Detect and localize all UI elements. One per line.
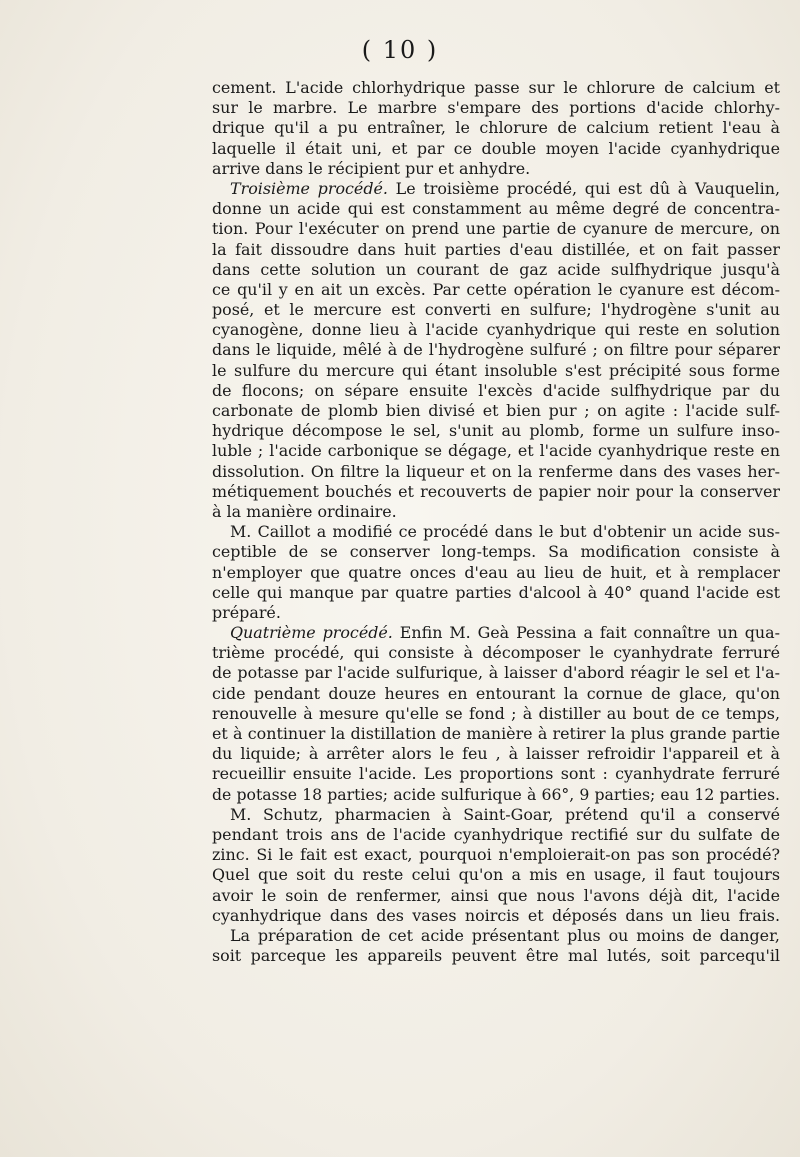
line-text: Le troisième procédé, qui est dû à Vauquelin,: [387, 178, 780, 198]
text-line: [212, 764, 780, 784]
text-line: [212, 78, 780, 98]
line-text: la fait dissoudre dans huit parties d'eau distillée, et on fait passer: [212, 239, 780, 259]
line-text: cyanogène, donne lieu à l'acide cyanhydrique qui reste en solution: [212, 320, 780, 340]
line-text: arrive dans le récipient pur et anhydre.: [212, 158, 531, 178]
text-line: [212, 724, 780, 744]
text-line: [212, 260, 780, 280]
line-text: trième procédé, qui consiste à décomposer le cyanhydrate ferruré: [212, 643, 780, 663]
text-line: [212, 320, 780, 340]
text-line: [212, 340, 780, 360]
line-text: avoir le soin de renfermer, ainsi que nous l'avons déjà dit, l'acide: [212, 885, 780, 905]
line-text: ce qu'il y en ait un excès. Par cette opération le cyanure est décom-: [212, 279, 780, 299]
text-line: [212, 744, 780, 764]
line-text: hydrique décompose le sel, s'unit au plomb, forme un sulfure inso-: [212, 421, 780, 441]
line-text: donne un acide qui est constamment au même degré de concentra-: [212, 199, 780, 219]
line-text: n'employer que quatre onces d'eau au lieu de huit, et à remplacer: [212, 562, 780, 582]
line-text: renouvelle à mesure qu'elle se fond ; à distiller au bout de ce temps,: [212, 703, 780, 723]
text-line: [212, 462, 780, 482]
text-line: [212, 663, 780, 683]
line-text: cyanhydrique dans des vases noircis et déposés dans un lieu frais.: [212, 905, 780, 925]
line-text: de potasse 18 parties; acide sulfurique à 66°, 9 parties; eau 12 parties.: [212, 784, 780, 804]
section-heading: Quatrième procédé.: [230, 623, 393, 643]
text-line: [212, 199, 780, 219]
line-text: soit parceque les appareils peuvent être mal lutés, soit parcequ'il: [212, 946, 780, 966]
text-line: [212, 118, 780, 138]
line-text: métiquement bouchés et recouverts de papier noir pour la conserver: [212, 481, 780, 501]
line-text: luble ; l'acide carbonique se dégage, et l'acide cyanhydrique reste en: [212, 441, 780, 461]
line-text: Enfin M. Geà Pessina a fait connaître un qua-: [392, 623, 780, 643]
text-line: [212, 886, 780, 906]
text-line: [212, 684, 780, 704]
text-line: [212, 563, 780, 583]
line-text: le sulfure du mercure qui étant insoluble s'est précipité sous forme: [212, 360, 780, 380]
text-line: [212, 421, 780, 441]
line-text: dans le liquide, mêlé à de l'hydrogène sulfuré ; on filtre pour séparer: [212, 340, 780, 360]
line-text: dans cette solution un courant de gaz acide sulfhydrique jusqu'à: [212, 259, 780, 279]
text-line: [212, 865, 780, 885]
line-text: carbonate de plomb bien divisé et bien pur ; on agite : l'acide sulf-: [212, 401, 780, 420]
text-line: [212, 179, 780, 199]
line-text: cement. L'acide chlorhydrique passe sur le chlorure de calcium et: [212, 78, 780, 97]
text-line: [212, 219, 780, 239]
body-text: [212, 78, 780, 966]
line-text: M. Schutz, pharmacien à Saint-Goar, prétend qu'il a conservé: [230, 804, 780, 824]
text-line: [212, 401, 780, 421]
text-line: [212, 845, 780, 865]
text-line: [212, 159, 780, 179]
text-line: [212, 441, 780, 461]
text-line: [212, 280, 780, 300]
text-line: [212, 704, 780, 724]
line-text: drique qu'il a pu entraîner, le chlorure de calcium retient l'eau à: [212, 118, 780, 138]
line-text: recueillir ensuite l'acide. Les proportions sont : cyanhydrate ferruré: [212, 764, 780, 784]
text-line: [212, 482, 780, 502]
text-line: [212, 825, 780, 845]
text-line: [212, 300, 780, 320]
text-line: [212, 381, 780, 401]
line-text: laquelle il était uni, et par ce double moyen l'acide cyanhydrique: [212, 138, 780, 158]
text-line: [212, 502, 780, 522]
text-line: [212, 805, 780, 825]
line-text: tion. Pour l'exécuter on prend une partie de cyanure de mercure, on: [212, 219, 780, 239]
text-line: [212, 522, 780, 542]
line-text: et à continuer la distillation de manière à retirer la plus grande partie: [212, 724, 780, 743]
text-line: [212, 139, 780, 159]
text-line: [212, 603, 780, 623]
text-line: [212, 361, 780, 381]
line-text: celle qui manque par quatre parties d'alcool à 40° quand l'acide est: [212, 582, 780, 602]
page-number: ( 10 ): [361, 36, 439, 64]
line-text: La préparation de cet acide présentant plus ou moins de danger,: [230, 925, 780, 945]
line-text: zinc. Si le fait est exact, pourquoi n'emploierait-on pas son procédé?: [212, 845, 780, 865]
line-text: ceptible de se conserver long-temps. Sa modification consiste à: [212, 542, 780, 562]
text-line: [212, 643, 780, 663]
text-line: [212, 542, 780, 562]
text-line: [212, 926, 780, 946]
line-text: de potasse par l'acide sulfurique, à laisser d'abord réagir le sel et l'a-: [212, 663, 780, 683]
text-line: [212, 583, 780, 603]
line-text: cide pendant douze heures en entourant la cornue de glace, qu'on: [212, 683, 780, 703]
text-line: [212, 785, 780, 805]
text-line: [212, 623, 780, 643]
line-text: M. Caillot a modifié ce procédé dans le but d'obtenir un acide sus-: [230, 522, 780, 542]
text-line: [212, 946, 780, 966]
line-text: à la manière ordinaire.: [212, 501, 397, 521]
line-text: du liquide; à arrêter alors le feu , à laisser refroidir l'appareil et à: [212, 744, 780, 764]
line-text: dissolution. On filtre la liqueur et on la renferme dans des vases her-: [212, 461, 780, 481]
line-text: sur le marbre. Le marbre s'empare des portions d'acide chlorhy-: [212, 98, 780, 118]
line-text: de flocons; on sépare ensuite l'excès d'acide sulfhydrique par du: [212, 380, 780, 400]
line-text: pendant trois ans de l'acide cyanhydrique rectifié sur du sulfate de: [212, 824, 780, 844]
section-heading: Troisième procédé.: [230, 178, 388, 198]
text-line: [212, 98, 780, 118]
line-text: préparé.: [212, 602, 281, 622]
text-line: [212, 906, 780, 926]
line-text: posé, et le mercure est converti en sulfure; l'hydrogène s'unit au: [212, 300, 780, 320]
text-line: [212, 240, 780, 260]
line-text: Quel que soit du reste celui qu'on a mis en usage, il faut toujours: [212, 865, 780, 885]
